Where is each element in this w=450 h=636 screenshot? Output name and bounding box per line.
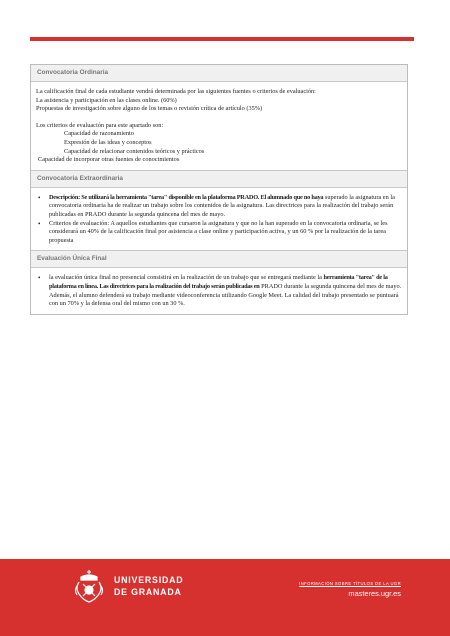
list-item	[36, 274, 402, 308]
extraordinaria-list	[36, 194, 402, 246]
descripcion-text: superado la asignatura en la convocatoria ordinaria ha de realizar un trabajo sobre los contenidos de la asignatura. Las directrices para la realización del trabajo serán publicadas en PRADO durante la segunda quincena del mes de mayo.	[49, 193, 395, 218]
bullet-icon: •	[38, 193, 41, 202]
evaluation-table	[30, 64, 408, 315]
section-header-unica: Evaluación Única Final	[31, 251, 407, 268]
ordinaria-line2: Propuestas de investigación sobre alguno de los temas o revisión crítica de artículo (35%)	[36, 105, 263, 113]
bullet-icon: •	[38, 219, 41, 228]
section-header-extraordinaria: Convocatoria Extraordinaria	[31, 171, 407, 188]
ugr-shield-icon	[73, 568, 105, 606]
list-item	[36, 194, 402, 220]
ordinaria-intro: La calificación final de cada estudiante vendrá determinada por las siguientes fuentes o criterios de evaluación:	[36, 88, 316, 95]
list-item	[36, 220, 402, 246]
section-body-ordinaria	[31, 82, 407, 171]
top-accent-bar	[30, 37, 414, 41]
section-body-extraordinaria	[31, 188, 407, 252]
university-name-line2: DE GRANADA	[114, 587, 182, 597]
criteria-item: Capacidad de relacionar contenidos teóricos y prácticos	[64, 147, 205, 155]
unica-text-a: la evaluación única final no presencial consistirá en la realización de un trabajo que se entregará mediante la	[49, 274, 322, 282]
spacer	[36, 114, 402, 122]
criterios-text: Criterios de evaluación: A aquellos estudiantes que cursaron la asignatura y que no la han superado en la convocatoria ordinaria, se les considerará un 40% de la calificación final por asistencia a clase online y participación activa, y un 60 % por la realización de la tarea propuesta	[49, 219, 388, 244]
criteria-item: Expresión de las ideas y conceptos	[64, 138, 152, 146]
unica-text-rest: PRADO durante la segunda quincena del mes de mayo. Además, el alumno defenderá su trabajo mediante videoconferencia utilizando Google Meet. La calidad del trabajo presentado se puntuará con un 70% y la defensa oral del mismo con un 30 %.	[49, 282, 402, 308]
unica-list	[36, 274, 402, 308]
unica-bold: herramienta "tarea" de la plataforma en línea. Las directrices para la realización del trabajo serán publicadas en	[49, 274, 388, 290]
section-body-unica	[31, 268, 407, 313]
ordinaria-line1: La asistencia y participación en las clases online. (60%)	[36, 96, 177, 104]
bullet-icon: •	[38, 274, 41, 283]
university-name-line1: UNIVERSIDAD	[114, 575, 184, 585]
masters-url-link[interactable]: masteres.ugr.es	[348, 589, 401, 598]
criteria-intro: Los criterios de evaluación para este apartado son:	[36, 121, 164, 129]
masters-caption: INFORMACIÓN SOBRE TÍTULOS DE LA UGR	[299, 581, 401, 586]
criteria-item: Capacidad de razonamiento	[64, 130, 134, 138]
criteria-item-last: Capacidad de incorporar otras fuentes de conocimientos	[38, 156, 180, 164]
descripcion-bold: Descripción: Se utilizará la herramienta "tarea" disponible en la plataforma PRADO. El alumnado que no haya	[49, 193, 324, 201]
section-header-ordinaria: Convocatoria Ordinaria	[31, 65, 407, 82]
